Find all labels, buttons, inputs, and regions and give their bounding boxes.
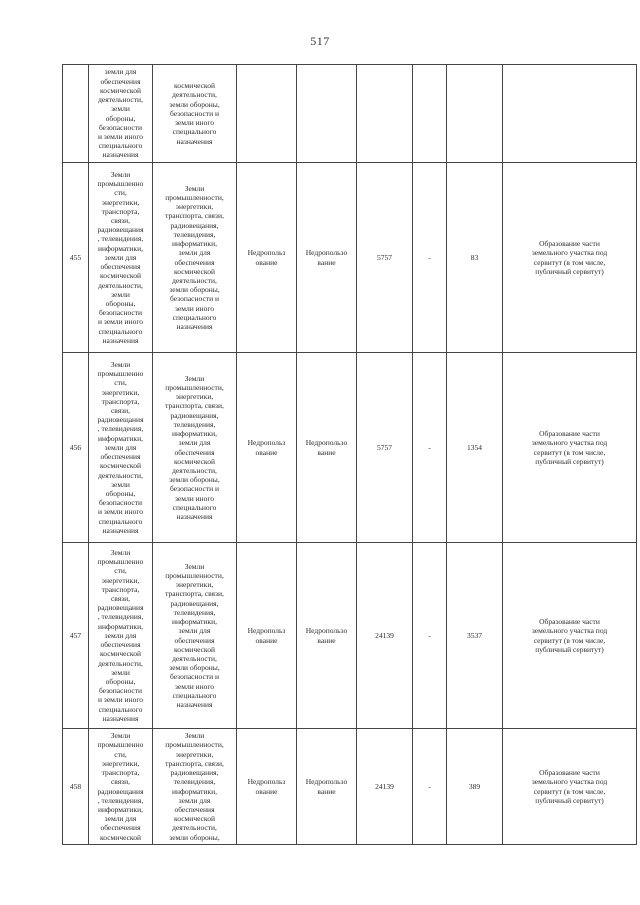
purpose-text-text: Образование части земельного участка под сервитут (в том числе, публичный сервитут) <box>531 768 608 805</box>
plot-area-text: 5757 <box>377 442 392 452</box>
empty-value-text: - <box>428 442 431 452</box>
purpose-text <box>503 543 637 729</box>
permitted-use-actual <box>297 353 357 543</box>
row-number <box>63 353 89 543</box>
permitted-use-text: Недропольз ование <box>247 248 286 267</box>
land-category-text: Земли промышленности, энергетики, транспорта, связи, радиовещания, телевидения, информатики, земли для обеспечения космической деятельности, земли обороны, <box>165 731 224 842</box>
land-category <box>153 65 237 163</box>
permitted-use-text: Недропольз ование <box>247 626 286 645</box>
purpose-text-text: Образование части земельного участка под сервитут (в том числе, публичный сервитут) <box>531 239 608 276</box>
land-category-text: Земли промышленности, энергетики, транспорта, связи, радиовещания, телевидения, информатики, земли для обеспечения космической деятельности, земли обороны, безопасности и земли иного специального назначения <box>165 183 224 331</box>
permitted-use-text: Недропольз ование <box>247 438 286 457</box>
empty-value <box>413 65 447 163</box>
plot-area <box>357 729 413 845</box>
permitted-use-actual-text: Недропользо вание <box>305 248 348 267</box>
land-category <box>153 543 237 729</box>
empty-value <box>413 353 447 543</box>
part-area <box>447 729 503 845</box>
permitted-use-actual <box>297 65 357 163</box>
table-row <box>63 729 637 845</box>
permitted-use-actual-text: Недропользо вание <box>305 626 348 645</box>
table-row <box>63 65 637 163</box>
plot-area-text: 5757 <box>377 252 392 262</box>
plot-area <box>357 353 413 543</box>
land-category-short-text: Земли промышленно сти, энергетики, транспорта, связи, радиовещания , телевидения, информатики, земли для обеспечения космической <box>97 731 144 842</box>
permitted-use-actual-text: Недропользо вание <box>305 777 348 796</box>
row-number-text: 458 <box>69 781 82 791</box>
empty-value-text: - <box>428 781 431 791</box>
land-category <box>153 729 237 845</box>
permitted-use <box>237 543 297 729</box>
plot-area <box>357 65 413 163</box>
row-number <box>63 729 89 845</box>
land-category-short-text: земли для обеспечения космической деятельности, земли обороны, безопасности и земли иного специального назначения <box>98 67 143 160</box>
part-area <box>447 543 503 729</box>
land-category-text: космической деятельности, земли обороны, безопасности и земли иного специального назначения <box>169 81 220 146</box>
row-number <box>63 65 89 163</box>
plot-area <box>357 163 413 353</box>
row-number <box>63 543 89 729</box>
page-number: 517 <box>310 34 330 48</box>
part-area-text: 3537 <box>467 630 482 640</box>
land-category-short-text: Земли промышленно сти, энергетики, транспорта, связи, радиовещания , телевидения, информатики, земли для обеспечения космической деятельности, земли обороны, безопасности и земли иного специального назначения <box>97 548 144 723</box>
plot-area-text: 24139 <box>375 630 394 640</box>
permitted-use <box>237 163 297 353</box>
part-area <box>447 163 503 353</box>
empty-value-text: - <box>428 252 431 262</box>
part-area <box>447 65 503 163</box>
table-row <box>63 353 637 543</box>
table-row <box>63 543 637 729</box>
purpose-text-text: Образование части земельного участка под сервитут (в том числе, публичный сервитут) <box>531 429 608 466</box>
land-category-short <box>89 65 153 163</box>
land-category-short <box>89 353 153 543</box>
land-category <box>153 353 237 543</box>
land-plot-table <box>62 64 637 845</box>
purpose-text <box>503 353 637 543</box>
land-category-text: Земли промышленности, энергетики, транспорта, связи, радиовещания, телевидения, информатики, земли для обеспечения космической деятельности, земли обороны, безопасности и земли иного специального назначения <box>165 373 224 521</box>
permitted-use <box>237 65 297 163</box>
permitted-use-actual <box>297 163 357 353</box>
land-category-short <box>89 163 153 353</box>
land-category <box>153 163 237 353</box>
part-area-text: 83 <box>470 252 479 262</box>
row-number-text: 457 <box>69 630 82 640</box>
permitted-use <box>237 353 297 543</box>
purpose-text <box>503 163 637 353</box>
permitted-use-actual <box>297 543 357 729</box>
part-area-text: 389 <box>468 781 481 791</box>
permitted-use-actual <box>297 729 357 845</box>
row-number <box>63 163 89 353</box>
table-row <box>63 163 637 353</box>
part-area-text: 1354 <box>467 442 482 452</box>
purpose-text <box>503 729 637 845</box>
empty-value <box>413 163 447 353</box>
empty-value <box>413 729 447 845</box>
empty-value-text: - <box>428 630 431 640</box>
part-area <box>447 353 503 543</box>
permitted-use-actual-text: Недропользо вание <box>305 438 348 457</box>
land-category-text: Земли промышленности, энергетики, транспорта, связи, радиовещания, телевидения, информатики, земли для обеспечения космической деятельности, земли обороны, безопасности и земли иного специального назначения <box>165 561 224 709</box>
empty-value <box>413 543 447 729</box>
land-category-short-text: Земли промышленно сти, энергетики, транспорта, связи, радиовещания , телевидения, информатики, земли для обеспечения космической деятельности, земли обороны, безопасности и земли иного специального назначения <box>97 170 144 345</box>
row-number-text: 456 <box>69 442 82 452</box>
permitted-use <box>237 729 297 845</box>
permitted-use-text: Недропольз ование <box>247 777 286 796</box>
land-category-short <box>89 543 153 729</box>
land-category-short-text: Земли промышленно сти, энергетики, транспорта, связи, радиовещания , телевидения, информатики, земли для обеспечения космической деятельности, земли обороны, безопасности и земли иного специального назначения <box>97 360 144 535</box>
plot-area-text: 24139 <box>375 781 394 791</box>
row-number-text: 455 <box>69 252 82 262</box>
land-category-short <box>89 729 153 845</box>
purpose-text-text: Образование части земельного участка под сервитут (в том числе, публичный сервитут) <box>531 617 608 654</box>
purpose-text <box>503 65 637 163</box>
plot-area <box>357 543 413 729</box>
